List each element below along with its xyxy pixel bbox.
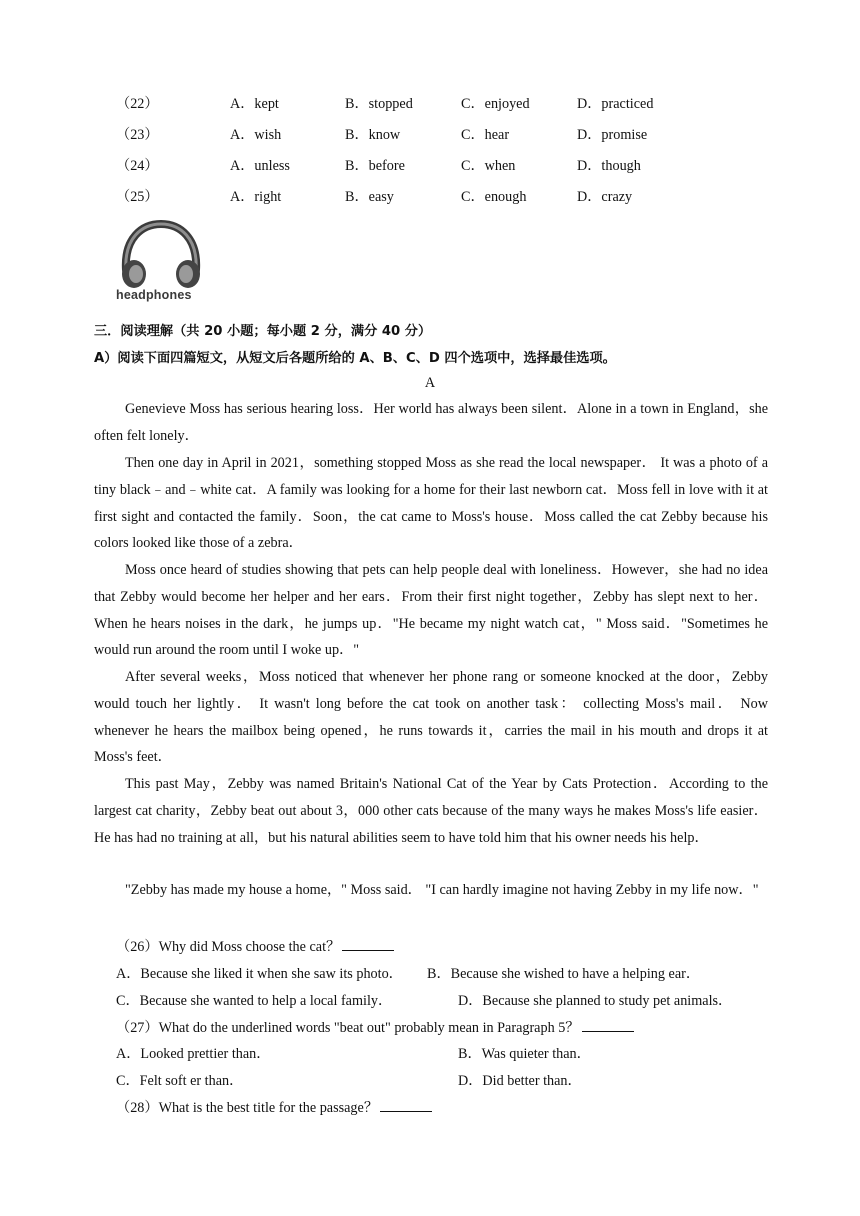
question-number: （24） <box>116 158 159 174</box>
answer-blank <box>582 1019 634 1032</box>
option-c: C．when <box>461 158 516 174</box>
headphones-caption: headphones <box>116 288 192 302</box>
question-27-option-c: C．Felt soft er than． <box>116 1073 244 1089</box>
instructions: A）阅读下面四篇短文，从短文后各题所给的 A、B、C、D 四个选项中，选择最佳选项。 <box>94 351 616 366</box>
option-b: B．before <box>345 158 405 174</box>
passage-letter: A <box>424 375 436 391</box>
option-row <box>116 155 816 175</box>
option-d: D．though <box>577 158 641 174</box>
question-27 <box>116 1017 634 1037</box>
paragraph: Genevieve Moss has serious hearing loss．Her world has always been silent．Alone in a town in England，she often felt lonely． <box>94 401 768 444</box>
paragraph: "Zebby has made my house a home，" Moss said． "I can hardly imagine not having Zebby in my life now．" <box>125 882 759 898</box>
option-d: D．promise <box>577 127 648 143</box>
answer-blank <box>342 938 394 951</box>
question-26-option-c: C．Because she wanted to help a local family． <box>116 993 393 1009</box>
answer-blank <box>380 1099 432 1112</box>
question-26 <box>116 936 394 956</box>
question-28 <box>116 1097 432 1117</box>
option-row <box>116 186 816 206</box>
question-number: （22） <box>116 96 159 112</box>
question-stem: （27）What do the underlined words "beat out" probably mean in Paragraph 5？ <box>116 1020 580 1036</box>
option-b: B．stopped <box>345 96 413 112</box>
question-stem: （26）Why did Moss choose the cat？ <box>116 939 341 955</box>
option-b: B．easy <box>345 189 394 205</box>
option-d: D．practiced <box>577 96 654 112</box>
question-stem: （28）What is the best title for the passage？ <box>116 1100 379 1116</box>
option-c: C．enjoyed <box>461 96 530 112</box>
question-number: （23） <box>116 127 159 143</box>
option-a: A．wish <box>230 127 282 143</box>
paragraph: Moss once heard of studies showing that pets can help people deal with loneliness．However，she had no idea that Zebby would become her helper and her ears．From their first night together，Zebby has slept next to her．When he hears noises in the dark，he jumps up．"He became my night watch cat，" Moss said．"Sometimes he would run around the room until I woke up．" <box>94 562 768 659</box>
section-title: 三．阅读理解（共 20 小题；每小题 2 分，满分 40 分） <box>94 324 432 339</box>
option-c: C．enough <box>461 189 527 205</box>
option-row <box>116 124 816 144</box>
question-27-option-b: B．Was quieter than． <box>458 1046 591 1062</box>
option-d: D．crazy <box>577 189 633 205</box>
question-26-option-b: B．Because she wished to have a helping ear． <box>427 966 701 982</box>
option-a: A．kept <box>230 96 279 112</box>
option-c: C．hear <box>461 127 510 143</box>
question-27-option-d: D．Did better than． <box>458 1073 582 1089</box>
option-a: A．right <box>230 189 282 205</box>
paragraph: This past May，Zebby was named Britain's National Cat of the Year by Cats Protection．According to the largest cat charity，Zebby beat out about 3，000 other cats because of the many ways he makes Moss's life easier． He has had no training at all，but his natural abilities seem to have told him that his owner needs his help． <box>94 776 768 846</box>
paragraph: After several weeks，Moss noticed that whenever her phone rang or someone knocked at the door，Zebby would touch her lightly． It wasn't long before the cat took on another task： collecting Moss's mail． Now whenever he hears the mailbox being opened，he runs towards it，carries the mail in his mouth and drops it at Moss's feet． <box>94 669 768 766</box>
paragraph: Then one day in April in 2021，something stopped Moss as she read the local newspaper． It was a photo of a tiny black﹣and﹣white cat．A family was looking for a home for their last newborn cat．Moss fell in love with it at first sight and contacted the family．Soon，the cat came to Moss's house．Moss called the cat Zebby because his colors looked like those of a zebra． <box>94 455 768 552</box>
question-26-option-d: D．Because she planned to study pet animals． <box>458 993 733 1009</box>
question-number: （25） <box>116 189 159 205</box>
question-26-option-a: A．Because she liked it when she saw its photo． <box>116 966 403 982</box>
question-27-option-a: A．Looked prettier than． <box>116 1046 271 1062</box>
option-row <box>116 93 816 113</box>
option-b: B．know <box>345 127 401 143</box>
option-a: A．unless <box>230 158 290 174</box>
